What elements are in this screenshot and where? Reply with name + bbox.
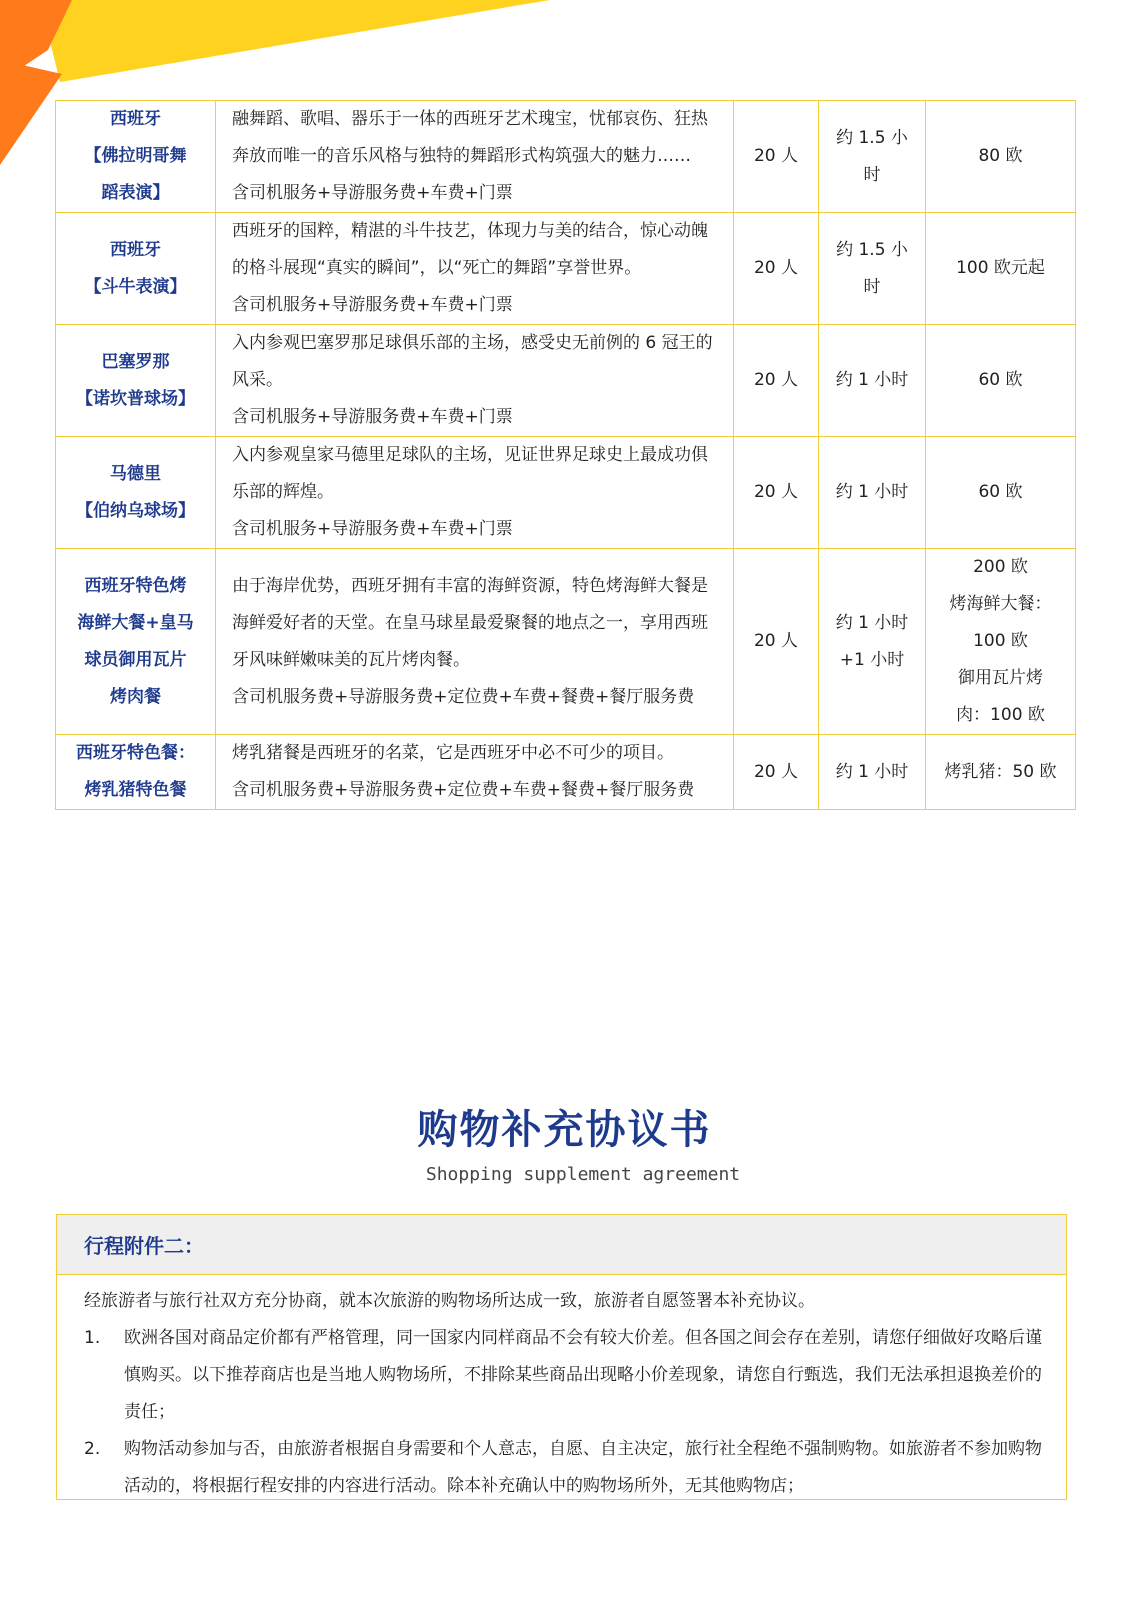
activity-name-cell <box>56 213 216 325</box>
activity-description-cell <box>216 735 734 810</box>
agreement-item-text: 欧洲各国对商品定价都有严格管理，同一国家内同样商品不会有较大价差。但各国之间会存在差别，请您仔细做好攻略后谨慎购买。以下推荐商店也是当地人购物场所，不排除某些商品出现略小价差现象，请您自行甄选，我们无法承担退换差价的责任； <box>124 1328 1042 1422</box>
activity-duration-line: 约 1 小时 <box>835 370 909 390</box>
activity-includes: 含司机服务费+导游服务费+定位费+车费+餐费+餐厅服务费 <box>232 686 695 707</box>
activity-duration-line: 约 1 小时 <box>835 761 909 782</box>
activity-price-cell <box>926 437 1076 549</box>
activity-price-line: 60 欧 <box>978 370 1023 390</box>
activity-price-line: 80 欧 <box>978 146 1023 166</box>
agreement-item <box>84 1320 1046 1431</box>
activity-duration-cell <box>819 437 926 549</box>
table-row <box>56 101 1076 213</box>
agreement-item-text: 购物活动参加与否，由旅游者根据自身需要和个人意志，自愿、自主决定，旅行社全程绝不强制购物。如旅游者不参加购物活动的，将根据行程安排的内容进行活动。除本补充确认中的购物场所外，无其他购物店； <box>124 1439 1042 1496</box>
activity-description-cell <box>216 325 734 437</box>
activity-duration-line: 时 <box>863 164 881 185</box>
activity-price-cell <box>926 549 1076 735</box>
agreement-item <box>84 1431 1046 1500</box>
activity-includes: 含司机服务+导游服务费+车费+门票 <box>232 407 513 427</box>
activity-description: 西班牙的国粹，精湛的斗牛技艺，体现力与美的结合，惊心动魄的格斗展现“真实的瞬间”，以“死亡的舞蹈”享誉世界。 <box>232 221 708 278</box>
activity-name-line: 西班牙特色餐： <box>76 743 195 763</box>
agreement-header: 行程附件二： <box>57 1215 1066 1275</box>
activity-name-cell <box>56 437 216 549</box>
activity-name-cell <box>56 101 216 213</box>
activity-price-line: 烤乳猪：50 欧 <box>944 761 1057 782</box>
table-row <box>56 437 1076 549</box>
activity-duration-cell <box>819 735 926 810</box>
agreement-subtitle: Shopping supplement agreement <box>425 1164 741 1185</box>
table-row <box>56 325 1076 437</box>
activity-name-cell <box>56 549 216 735</box>
activity-description-cell <box>216 437 734 549</box>
activity-name-line: 【斗牛表演】 <box>84 276 187 297</box>
activity-duration-cell <box>819 325 926 437</box>
activity-name-line: 【诺坎普球场】 <box>76 388 195 409</box>
activity-description: 由于海岸优势，西班牙拥有丰富的海鲜资源，特色烤海鲜大餐是海鲜爱好者的天堂。在皇马球星最爱聚餐的地点之一，享用西班牙风味鲜嫩味美的瓦片烤肉餐。 <box>232 575 708 670</box>
activity-name-line: 球员御用瓦片 <box>84 649 187 670</box>
activity-price-line: 60 欧 <box>978 482 1023 502</box>
activity-description-cell <box>216 213 734 325</box>
activity-name-line: 马德里 <box>110 463 161 484</box>
activity-duration-line: 约 1.5 小 <box>836 239 908 260</box>
activity-price-line: 100 欧 <box>973 631 1028 651</box>
activity-people-cell: 20 人 <box>734 325 819 437</box>
activity-price-cell <box>926 101 1076 213</box>
activity-duration-line: 时 <box>863 276 881 297</box>
activity-name-line: 西班牙特色烤 <box>84 575 187 596</box>
yellow-stripe <box>40 0 550 82</box>
activity-name-line: 西班牙 <box>110 109 161 129</box>
activity-includes: 含司机服务费+导游服务费+定位费+车费+餐费+餐厅服务费 <box>232 780 695 800</box>
activity-duration-cell <box>819 101 926 213</box>
activity-price-table <box>55 100 1076 810</box>
agreement-title: 购物补充协议书 <box>417 1107 712 1153</box>
activity-description-cell <box>216 101 734 213</box>
activity-people-cell: 20 人 <box>734 213 819 325</box>
activity-price-line: 100 欧元起 <box>956 258 1045 278</box>
activity-duration-cell <box>819 549 926 735</box>
activity-name-cell <box>56 735 216 810</box>
activity-people-cell: 20 人 <box>734 101 819 213</box>
agreement-intro: 经旅游者与旅行社双方充分协商，就本次旅游的购物场所达成一致，旅游者自愿签署本补充协议。 <box>84 1291 815 1311</box>
activity-name-line: 蹈表演】 <box>101 183 170 203</box>
activity-name-line: 西班牙 <box>110 239 161 260</box>
activity-description-cell <box>216 549 734 735</box>
activity-description: 入内参观巴塞罗那足球俱乐部的主场，感受史无前例的 6 冠王的风采。 <box>232 333 713 390</box>
table-row <box>56 213 1076 325</box>
activity-name-line: 烤肉餐 <box>110 686 161 707</box>
activity-description: 入内参观皇家马德里足球队的主场，见证世界足球史上最成功俱乐部的辉煌。 <box>232 445 708 502</box>
activity-price-line: 肉：100 欧 <box>956 705 1045 725</box>
activity-description: 烤乳猪餐是西班牙的名菜，它是西班牙中必不可少的项目。 <box>232 743 674 763</box>
activity-name-line: 烤乳猪特色餐 <box>84 780 187 800</box>
agreement-item-number: 1. <box>84 1328 101 1348</box>
activity-name-cell <box>56 325 216 437</box>
orange-triangle-side <box>0 60 62 165</box>
activity-duration-line: 约 1 小时 <box>835 482 909 502</box>
table-row <box>56 549 1076 735</box>
table-row <box>56 735 1076 810</box>
agreement-box <box>56 1214 1067 1500</box>
activity-name-line: 巴塞罗那 <box>101 351 170 372</box>
activity-duration-line: +1 小时 <box>839 649 905 670</box>
activity-includes: 含司机服务+导游服务费+车费+门票 <box>232 183 513 203</box>
activity-price-cell <box>926 213 1076 325</box>
activity-description: 融舞蹈、歌唱、器乐于一体的西班牙艺术瑰宝，忧郁哀伤、狂热奔放而唯一的音乐风格与独特的舞蹈形式构筑强大的魅力…… <box>232 109 708 166</box>
activity-price-line: 200 欧 <box>973 557 1028 577</box>
activity-duration-line: 约 1 小时 <box>835 612 909 633</box>
activity-people-cell: 20 人 <box>734 549 819 735</box>
activity-includes: 含司机服务+导游服务费+车费+门票 <box>232 295 513 315</box>
activity-includes: 含司机服务+导游服务费+车费+门票 <box>232 519 513 539</box>
activity-name-line: 【伯纳乌球场】 <box>76 500 195 521</box>
activity-people-cell: 20 人 <box>734 735 819 810</box>
activity-price-cell <box>926 735 1076 810</box>
activity-people-cell: 20 人 <box>734 437 819 549</box>
activity-duration-cell <box>819 213 926 325</box>
activity-name-line: 海鲜大餐+皇马 <box>77 612 194 633</box>
activity-price-cell <box>926 325 1076 437</box>
activity-duration-line: 约 1.5 小 <box>836 127 908 148</box>
agreement-body <box>57 1275 1066 1500</box>
activity-price-line: 御用瓦片烤 <box>958 668 1043 688</box>
activity-name-line: 【佛拉明哥舞 <box>84 146 187 166</box>
activity-price-line: 烤海鲜大餐： <box>949 594 1052 614</box>
agreement-item-number: 2. <box>84 1439 101 1459</box>
